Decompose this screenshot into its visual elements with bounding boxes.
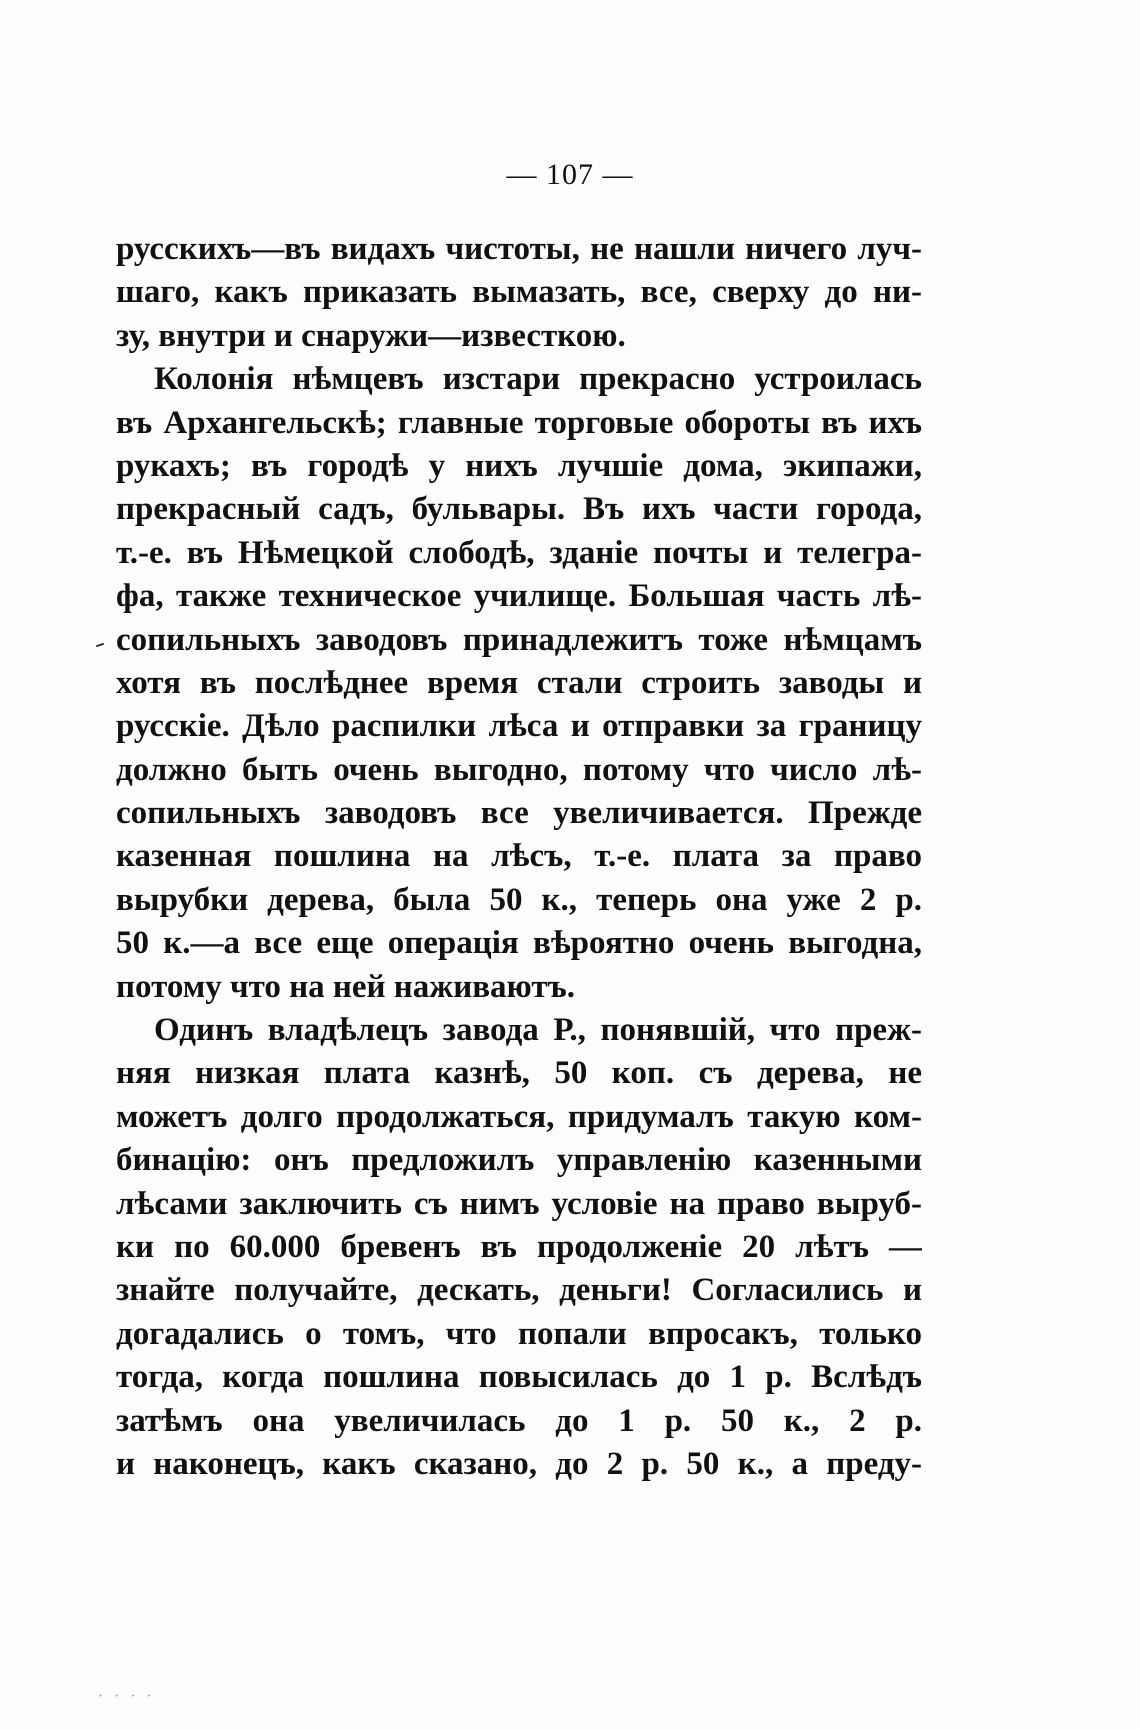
text-line: шаго, какъ приказать вымазать, все, сверху до ни- bbox=[116, 274, 922, 311]
text-line: 50 к.—а все еще операція вѣроятно очень выгодна, bbox=[116, 925, 922, 962]
text-line: т.-е. въ Нѣмецкой слободѣ, зданіе почты и телегра- bbox=[116, 534, 922, 571]
text-line: вырубки дерева, была 50 к., теперь она уже 2 р. bbox=[116, 881, 922, 918]
text-line: русскихъ—въ видахъ чистоты, не нашли ничего луч- bbox=[116, 231, 922, 267]
text-line: рукахъ; въ городѣ у нихъ лучшіе дома, экипажи, bbox=[116, 447, 922, 484]
page-body-text bbox=[116, 228, 922, 1486]
text-line: прекрасный садъ, бульвары. Въ ихъ части города, bbox=[116, 491, 922, 528]
text-line: Колонія нѣмцевъ изстари прекрасно устроилась bbox=[154, 361, 922, 398]
text-line: сопильныхъ заводовъ принадлежитъ тоже нѣмцамъ bbox=[116, 621, 922, 658]
text-line: тогда, когда пошлина повысилась до 1 р. Вслѣдъ bbox=[116, 1359, 922, 1396]
text-line: ки по 60.000 бревенъ въ продолженіе 20 лѣтъ — bbox=[116, 1228, 922, 1265]
scan-specks: · · · · bbox=[98, 1686, 155, 1705]
text-line: знайте получайте, дескать, деньги! Согласились и bbox=[116, 1272, 922, 1309]
text-line: казенная пошлина на лѣсъ, т.-е. плата за право bbox=[116, 838, 922, 875]
text-line: потому что на ней наживаютъ. bbox=[116, 968, 576, 1005]
text-line: фа, также техническое училище. Большая часть лѣ- bbox=[116, 578, 922, 615]
text-line: хотя въ послѣднее время стали строить заводы и bbox=[116, 664, 922, 701]
text-line: лѣсами заключить съ нимъ условіе на право выруб- bbox=[116, 1185, 922, 1222]
text-line: и наконецъ, какъ сказано, до 2 р. 50 к., а преду- bbox=[116, 1445, 922, 1482]
page-number: — 107 — bbox=[506, 158, 634, 191]
margin-mark bbox=[96, 643, 104, 648]
text-line: должно быть очень выгодно, потому что число лѣ- bbox=[116, 751, 922, 788]
text-line: въ Архангельскѣ; главные торговые обороты въ ихъ bbox=[116, 404, 922, 441]
text-line: можетъ долго продолжаться, придумалъ такую ком- bbox=[116, 1098, 922, 1135]
text-line: зу, внутри и снаружи—известкою. bbox=[116, 317, 626, 354]
text-line: затѣмъ она увеличилась до 1 р. 50 к., 2 р. bbox=[116, 1402, 922, 1439]
text-line: бинацію: онъ предложилъ управленію казенными bbox=[116, 1142, 922, 1179]
text-line: Одинъ владѣлецъ завода Р., понявшій, что преж- bbox=[154, 1012, 922, 1049]
text-line: няя низкая плата казнѣ, 50 коп. съ дерева, не bbox=[116, 1055, 922, 1092]
text-line: сопильныхъ заводовъ все увеличивается. Прежде bbox=[116, 795, 922, 832]
text-line: русскіе. Дѣло распилки лѣса и отправки за границу bbox=[116, 708, 922, 745]
text-line: догадались о томъ, что попали впросакъ, только bbox=[116, 1315, 922, 1352]
